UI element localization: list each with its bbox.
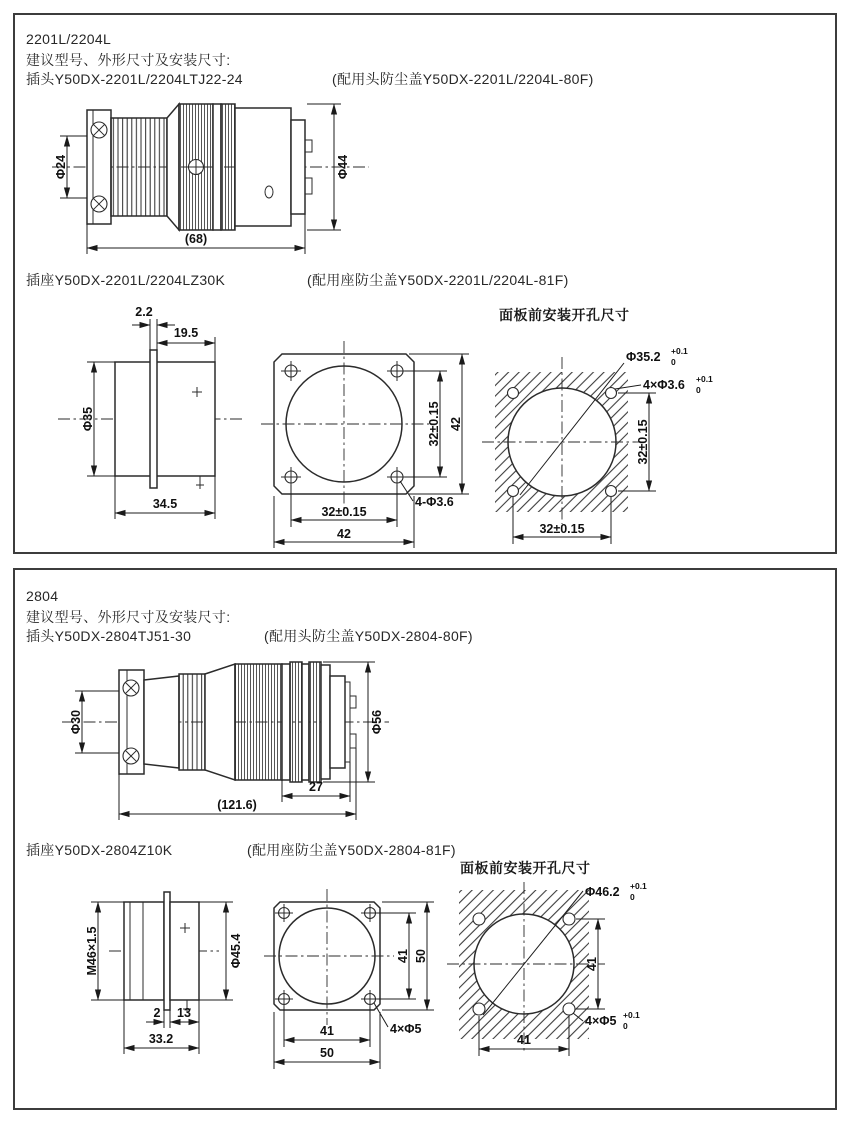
svg-text:+0.1: +0.1 — [671, 346, 688, 356]
svg-text:+0.1: +0.1 — [623, 1010, 640, 1020]
plug-name: 插头Y50DX-2201L/2204LTJ22-24 — [26, 71, 243, 87]
svg-text:34.5: 34.5 — [152, 497, 178, 511]
flange-front-view-drawing — [262, 887, 472, 1082]
svg-text:32±0.15: 32±0.15 — [539, 522, 585, 536]
panel-cutout-drawing — [480, 325, 730, 554]
model-heading: 2201L/2204L — [26, 31, 112, 47]
svg-text:33.2: 33.2 — [148, 1032, 174, 1046]
flange-front-view-drawing — [259, 339, 489, 554]
subtitle: 建议型号、外形尺寸及安装尺寸: — [26, 609, 231, 625]
cable-clamp — [119, 670, 144, 774]
svg-text:Φ30: Φ30 — [69, 709, 83, 735]
svg-text:50: 50 — [414, 949, 428, 963]
coupling-knurl — [235, 662, 330, 782]
dim-front-length — [170, 1000, 199, 1028]
svg-text:2: 2 — [153, 1006, 161, 1020]
plug-shell — [235, 108, 312, 226]
svg-text:Φ44: Φ44 — [336, 154, 350, 180]
callout-cutout-holes — [615, 374, 713, 395]
socket-name: 插座Y50DX-2804Z10K — [26, 842, 173, 858]
callout-cutout-dia — [626, 346, 688, 367]
svg-text:27: 27 — [309, 780, 323, 794]
strain-relief-ribs — [111, 104, 179, 230]
cutout-title: 面板前安装开孔尺寸 — [499, 307, 630, 323]
svg-text:42: 42 — [449, 417, 463, 431]
svg-text:32±0.15: 32±0.15 — [427, 401, 441, 447]
svg-text:0: 0 — [623, 1021, 628, 1031]
svg-text:0: 0 — [630, 892, 635, 902]
svg-text:Φ35.2: Φ35.2 — [626, 350, 661, 364]
plug-cover-note: (配用头防尘盖Y50DX-2201L/2204L-80F) — [332, 71, 594, 87]
svg-text:Φ45.4: Φ45.4 — [229, 933, 243, 969]
svg-text:Φ35: Φ35 — [81, 406, 95, 432]
strain-relief-ribs — [144, 664, 235, 780]
socket-side-view-drawing — [57, 870, 257, 1070]
dim-flange-size-h — [274, 496, 414, 548]
svg-text:41: 41 — [517, 1033, 531, 1047]
svg-text:+0.1: +0.1 — [630, 882, 647, 891]
socket-cover-note: (配用座防尘盖Y50DX-2804-81F) — [247, 842, 456, 858]
svg-text:2.2: 2.2 — [135, 305, 153, 319]
callout-cutout-dia — [585, 882, 647, 902]
panel-cutout-drawing — [447, 882, 697, 1072]
coupling-knurl — [179, 104, 235, 230]
socket-cover-note: (配用座防尘盖Y50DX-2201L/2204L-81F) — [307, 272, 569, 288]
svg-text:41: 41 — [320, 1024, 334, 1038]
svg-text:0: 0 — [671, 357, 676, 367]
panel-2201l-2204l — [13, 13, 837, 554]
callout-mounting-holes — [374, 1003, 422, 1036]
plug-cover-note: (配用头防尘盖Y50DX-2804-80F) — [264, 628, 473, 644]
svg-text:4×Φ5: 4×Φ5 — [585, 1014, 617, 1028]
socket-body — [124, 892, 199, 1012]
svg-text:32±0.15: 32±0.15 — [636, 419, 650, 465]
svg-text:4×Φ5: 4×Φ5 — [390, 1022, 422, 1036]
svg-text:M46×1.5: M46×1.5 — [85, 926, 99, 976]
svg-text:(121.6): (121.6) — [217, 798, 257, 812]
svg-text:50: 50 — [320, 1046, 334, 1060]
socket-name: 插座Y50DX-2201L/2204LZ30K — [26, 272, 226, 288]
plug-side-view-drawing — [47, 92, 377, 262]
svg-text:Φ46.2: Φ46.2 — [585, 885, 620, 899]
svg-text:13: 13 — [177, 1006, 191, 1020]
plug-name: 插头Y50DX-2804TJ51-30 — [26, 628, 192, 644]
dim-front-length — [157, 326, 215, 362]
svg-text:(68): (68) — [184, 232, 208, 246]
svg-text:19.5: 19.5 — [173, 326, 199, 340]
svg-text:41: 41 — [396, 949, 410, 963]
svg-text:0: 0 — [696, 385, 701, 395]
plug-side-view-drawing — [57, 652, 397, 827]
svg-text:Φ56: Φ56 — [370, 709, 384, 735]
svg-text:42: 42 — [337, 527, 351, 541]
svg-text:Φ24: Φ24 — [54, 154, 68, 180]
svg-text:32±0.15: 32±0.15 — [321, 505, 367, 519]
panel-2804 — [13, 568, 837, 1110]
svg-text:4-Φ3.6: 4-Φ3.6 — [415, 495, 454, 509]
cutout-title: 面板前安装开孔尺寸 — [460, 860, 591, 876]
subtitle: 建议型号、外形尺寸及安装尺寸: — [26, 52, 231, 68]
svg-text:41: 41 — [585, 957, 599, 971]
svg-text:4×Φ3.6: 4×Φ3.6 — [643, 378, 685, 392]
socket-body — [115, 350, 215, 489]
model-heading: 2804 — [26, 588, 59, 604]
socket-side-view-drawing — [40, 297, 270, 532]
cable-clamp — [87, 110, 111, 224]
svg-text:+0.1: +0.1 — [696, 374, 713, 384]
